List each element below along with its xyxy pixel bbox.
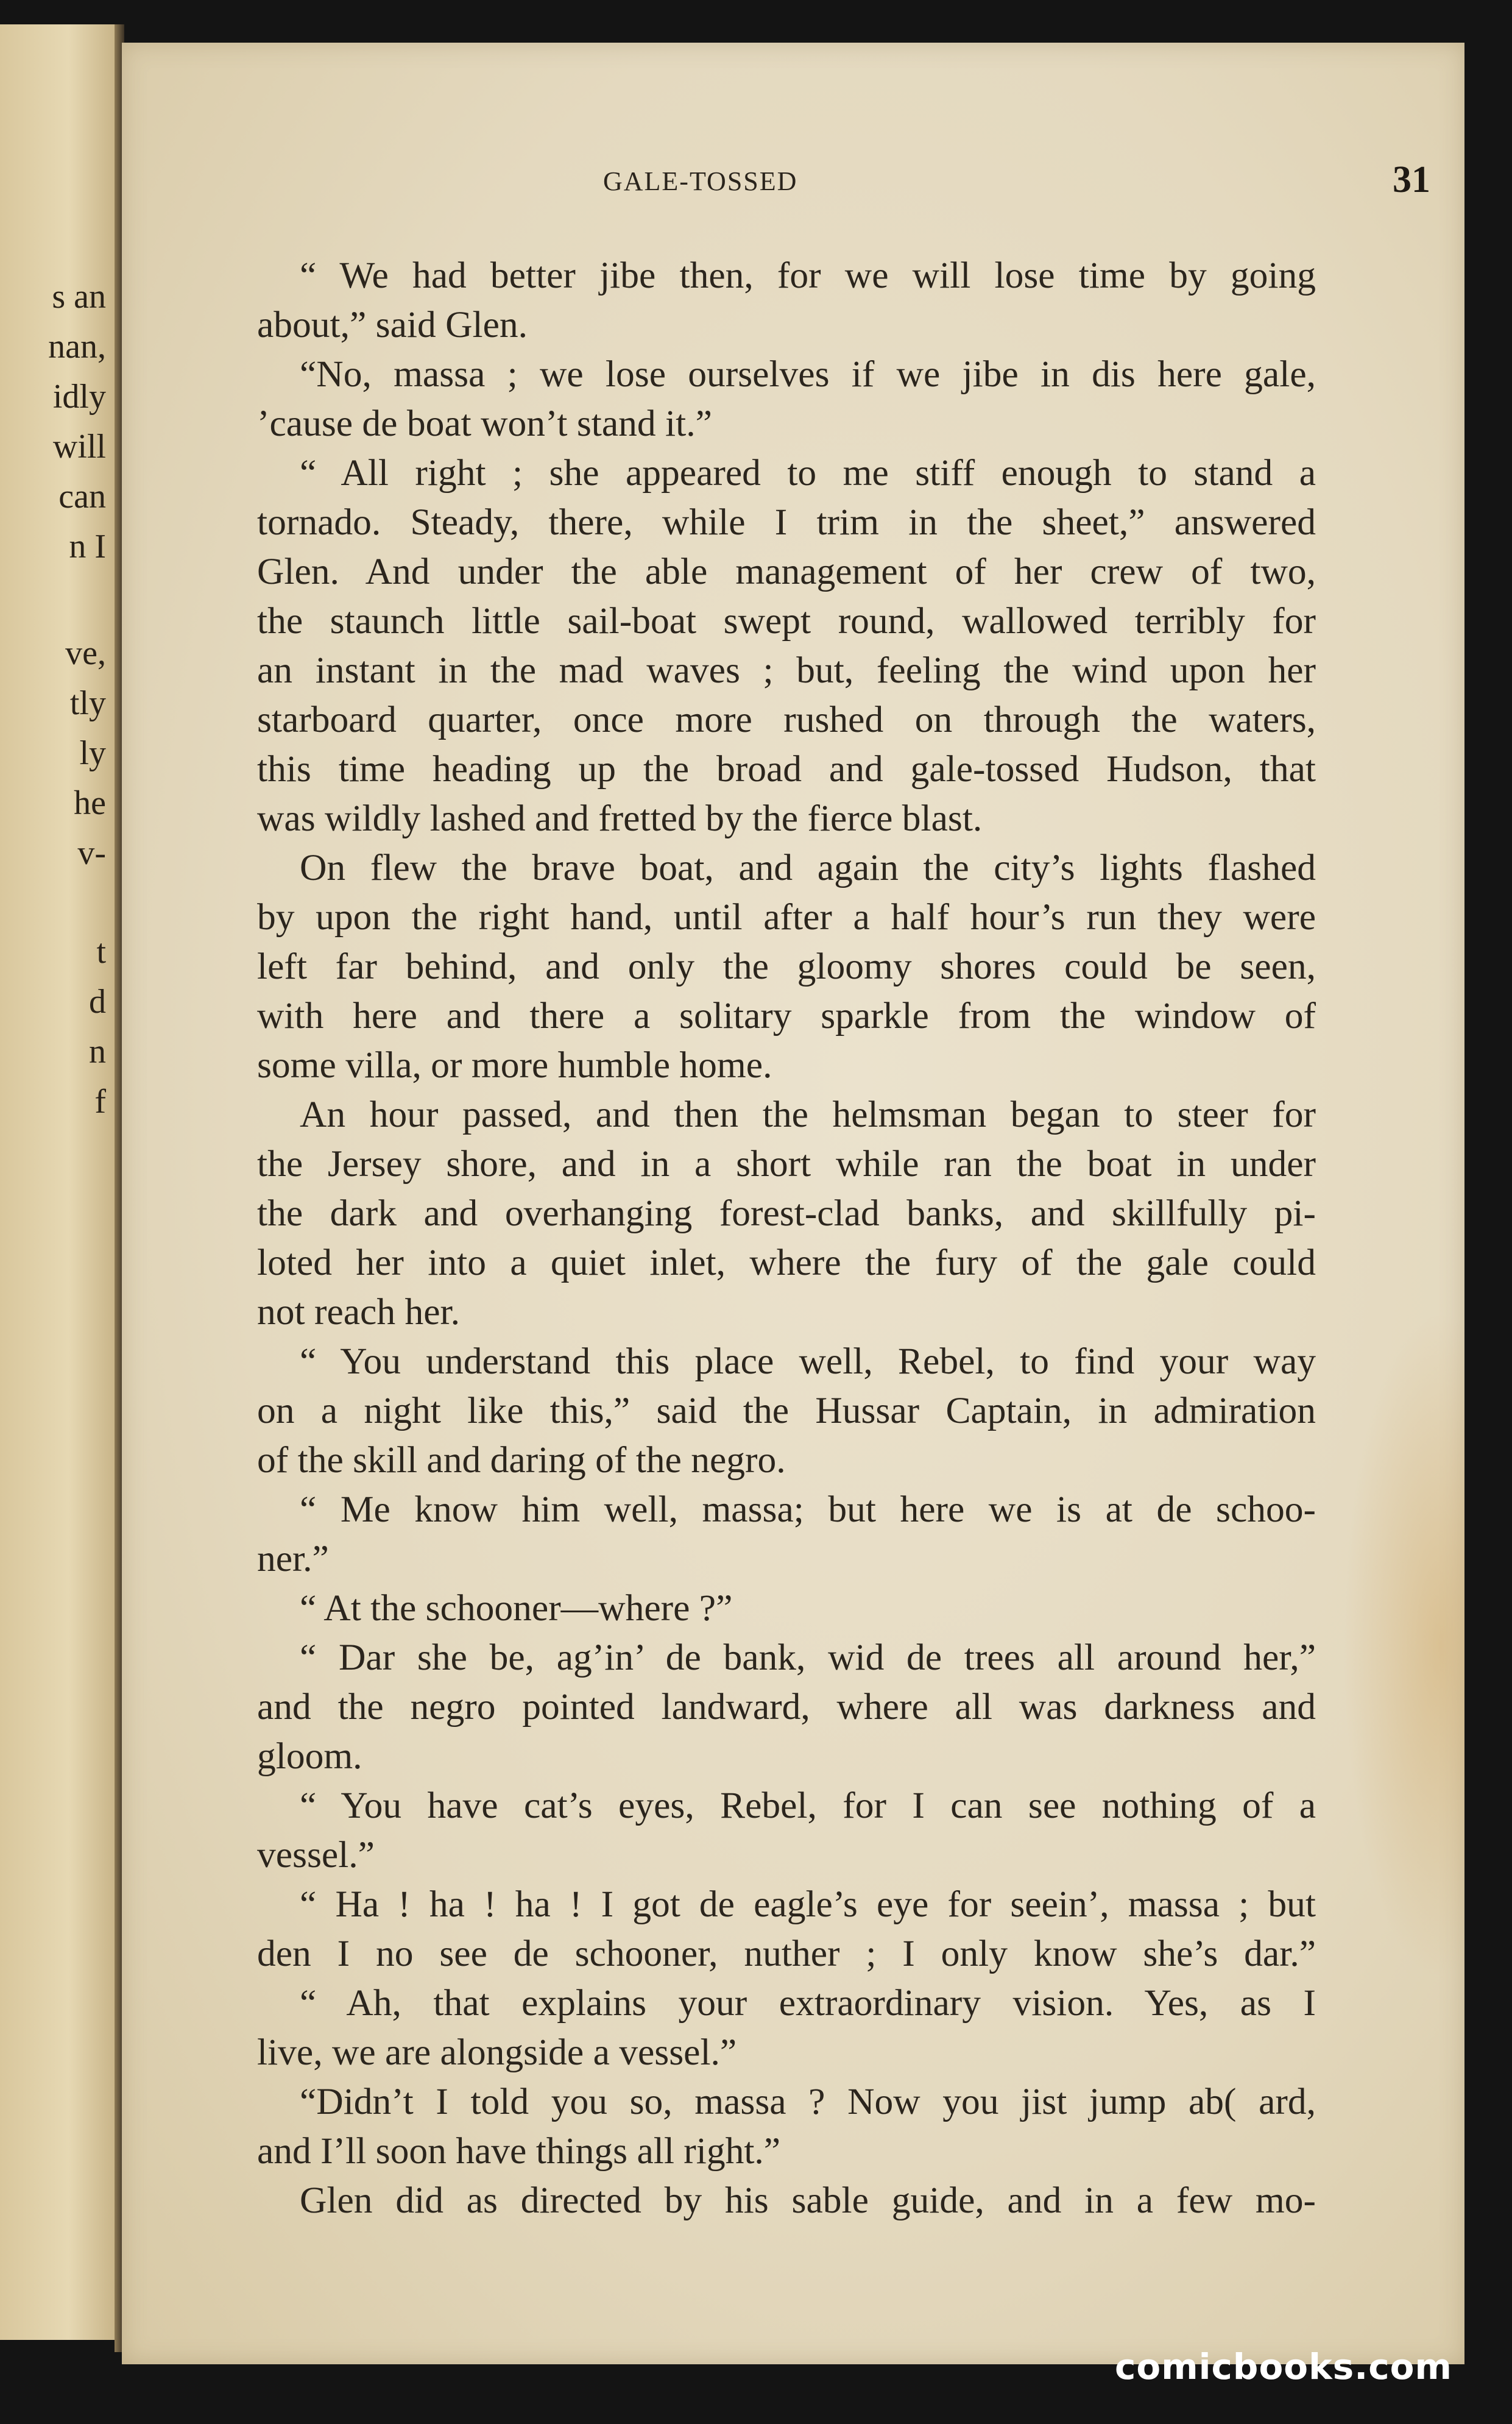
text-line: was wildly lashed and fretted by the fierce blast. bbox=[257, 798, 983, 839]
page-number: 31 bbox=[1393, 159, 1430, 200]
text-line: “ All right ; she appeared to me stiff enough to stand a bbox=[300, 452, 1316, 494]
left-page-fragment: v- bbox=[77, 834, 106, 872]
text-line: tornado. Steady, there, while I trim in the sheet,” answered bbox=[257, 501, 1316, 543]
left-page-fragment: n bbox=[89, 1033, 106, 1071]
left-page-fragment: ve, bbox=[65, 634, 106, 672]
text-line: “ Dar she be, ag’in’ de bank, wid de trees all around her,” bbox=[300, 1637, 1316, 1678]
text-line: “ At the schooner—where ?” bbox=[300, 1587, 733, 1629]
left-page-fragment: d bbox=[89, 983, 106, 1021]
left-page-fragment: n I bbox=[69, 528, 106, 565]
text-line: Glen. And under the able management of her crew of two, bbox=[257, 551, 1316, 592]
left-page-fragment: idly bbox=[52, 378, 106, 416]
left-page-fragment: he bbox=[74, 784, 106, 822]
left-page-fragment: t bbox=[96, 933, 106, 971]
text-line: live, we are alongside a vessel.” bbox=[257, 2032, 737, 2073]
page-stain bbox=[1343, 1310, 1464, 1980]
text-line: gloom. bbox=[257, 1735, 362, 1777]
text-line: and the negro pointed landward, where all was darkness and bbox=[257, 1686, 1316, 1728]
text-line: “ Ha ! ha ! ha ! I got de eagle’s eye for seein’, massa ; but bbox=[300, 1884, 1316, 1925]
left-page-fragment: can bbox=[58, 478, 106, 516]
left-page-fragment: f bbox=[94, 1083, 106, 1121]
text-line: the staunch little sail-boat swept round, wallowed terribly for bbox=[257, 600, 1316, 642]
text-line: not reach her. bbox=[257, 1291, 460, 1333]
text-line: “ You understand this place well, Rebel, to find your way bbox=[300, 1341, 1316, 1382]
book-page bbox=[122, 43, 1464, 2364]
text-line: ’cause de boat won’t stand it.” bbox=[257, 403, 712, 444]
text-line: an instant in the mad waves ; but, feeling the wind upon her bbox=[257, 650, 1316, 691]
text-line: An hour passed, and then the helmsman began to steer for bbox=[300, 1094, 1316, 1135]
text-line: den I no see de schooner, nuther ; I only know she’s dar.” bbox=[257, 1933, 1316, 1974]
left-page-fragment: ly bbox=[79, 734, 106, 772]
text-line: this time heading up the broad and gale-tossed Hudson, that bbox=[257, 748, 1316, 790]
text-line: and I’ll soon have things all right.” bbox=[257, 2130, 781, 2172]
text-line: the dark and overhanging forest-clad banks, and skillfully pi- bbox=[257, 1193, 1316, 1234]
adjacent-left-page bbox=[0, 24, 118, 2340]
left-page-fragment: nan, bbox=[48, 328, 106, 366]
text-line: loted her into a quiet inlet, where the fury of the gale could bbox=[257, 1242, 1316, 1283]
text-line: about,” said Glen. bbox=[257, 304, 528, 346]
text-line: with here and there a solitary sparkle from the window of bbox=[257, 995, 1316, 1037]
text-line: some villa, or more humble home. bbox=[257, 1044, 772, 1086]
running-head: GALE-TOSSED bbox=[603, 166, 798, 196]
text-line: On flew the brave boat, and again the city’s lights flashed bbox=[300, 847, 1316, 888]
text-line: vessel.” bbox=[257, 1834, 375, 1876]
text-line: “ Me know him well, massa; but here we is at de schoo- bbox=[300, 1489, 1316, 1530]
text-line: of the skill and daring of the negro. bbox=[257, 1439, 786, 1481]
left-page-fragment: s an bbox=[52, 278, 106, 316]
left-page-fragment: tly bbox=[69, 684, 106, 722]
text-line: “ Ah, that explains your extraordinary vision. Yes, as I bbox=[300, 1982, 1316, 2024]
text-line: “Didn’t I told you so, massa ? Now you jist jump ab( ard, bbox=[300, 2081, 1316, 2122]
text-line: by upon the right hand, until after a half hour’s run they were bbox=[257, 896, 1316, 938]
text-line: on a night like this,” said the Hussar Captain, in admiration bbox=[257, 1390, 1316, 1431]
text-line: Glen did as directed by his sable guide, and in a few mo- bbox=[300, 2180, 1316, 2221]
text-line: “ We had better jibe then, for we will lose time by going bbox=[300, 255, 1316, 296]
text-line: starboard quarter, once more rushed on through the waters, bbox=[257, 699, 1316, 740]
text-line: ner.” bbox=[257, 1538, 329, 1579]
text-line: left far behind, and only the gloomy shores could be seen, bbox=[257, 946, 1316, 987]
text-line: the Jersey shore, and in a short while ran the boat in under bbox=[257, 1143, 1316, 1185]
text-line: “ You have cat’s eyes, Rebel, for I can see nothing of a bbox=[300, 1785, 1316, 1826]
text-line: “No, massa ; we lose ourselves if we jibe in dis here gale, bbox=[300, 353, 1316, 395]
left-page-fragment: will bbox=[52, 428, 106, 466]
watermark: comicbooks.com bbox=[1115, 2346, 1452, 2387]
